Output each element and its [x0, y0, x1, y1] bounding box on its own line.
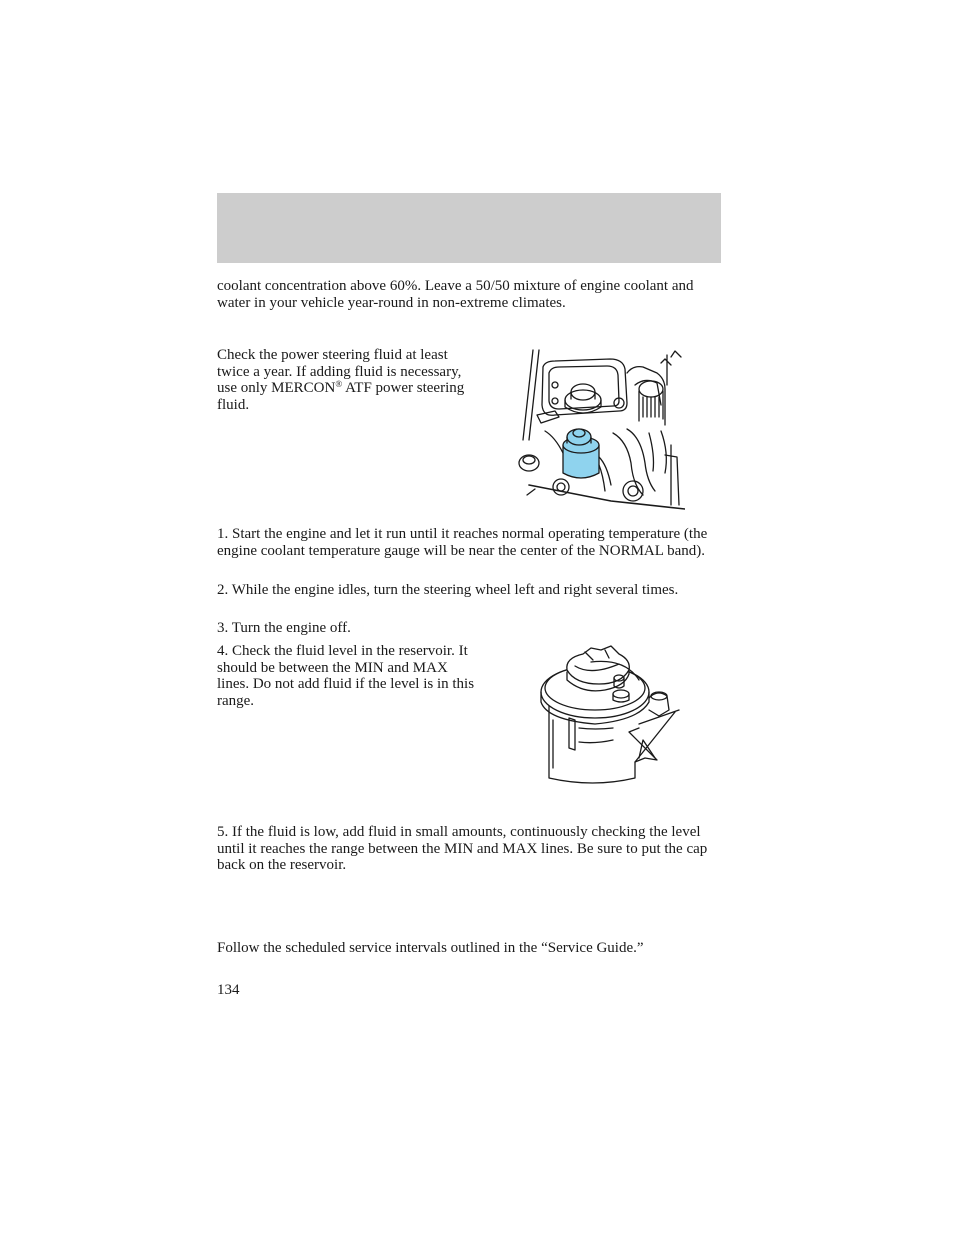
intro-paragraph: coolant concentration above 60%. Leave a 50/50 mixture of engine coolant and water in your vehicle year-round in non-extreme climates.	[217, 278, 694, 311]
service-note: Follow the scheduled service intervals outlined in the “Service Guide.”	[217, 940, 644, 956]
engine-compartment-illustration	[515, 345, 685, 513]
power-steering-paragraph	[217, 347, 475, 413]
page-number: 134	[217, 982, 240, 998]
power-steering-text-part2: ATF power steering fluid.	[217, 380, 465, 413]
step-5: 5. If the fluid is low, add fluid in small amounts, continuously checking the level until it reaches the range between the MIN and MAX lines. Be sure to put the cap back on the reservoir.	[217, 824, 708, 873]
reservoir-illustration	[535, 640, 685, 788]
step-4: 4. Check the fluid level in the reservoir. It should be between the MIN and MAX lines. Do not add fluid if the level is in this range.	[217, 643, 475, 709]
power-steering-text-part1: Check the power steering fluid at least twice a year. If adding fluid is necessary, use only MERCON	[217, 347, 462, 396]
step-2: 2. While the engine idles, turn the steering wheel left and right several times.	[217, 582, 679, 598]
step-1: 1. Start the engine and let it run until it reaches normal operating temperature (the engine coolant temperature gauge will be near the center of the NORMAL band).	[217, 526, 708, 559]
registered-mark: ®	[335, 379, 343, 389]
section-header-band	[217, 193, 721, 263]
step-3: 3. Turn the engine off.	[217, 620, 351, 636]
